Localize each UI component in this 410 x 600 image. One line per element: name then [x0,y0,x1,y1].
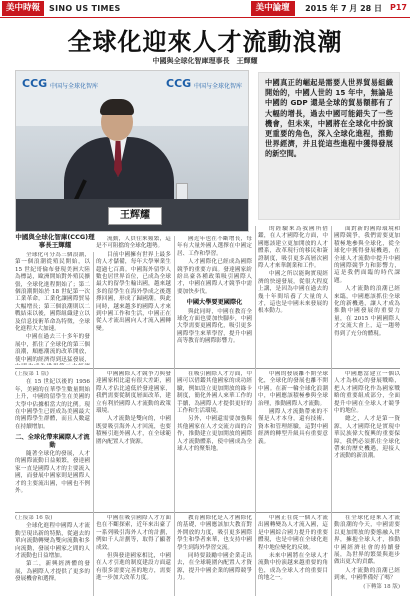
paragraph: 中國的發展離不開全球化，全球化的發展也離不開中國。在新一輪全球化浪潮中，中國應該積極參與全球治理，推動國際人才流動。 [258,371,328,407]
page-number: P17 [390,3,407,12]
paragraph: 人才流動的浪潮已經來臨，中國應該抓住全球化的新機遇，讓人才成為推動中國發展的重要力量，在 2015 中國國際人才交流大會上，這一趨勢得到了充分的體現。 [334,286,400,337]
column-rule [174,236,175,596]
masthead-english: SINO US TIMES [49,4,121,13]
section-divider [15,368,400,369]
paragraph: 人才流動是雙向的，中國既要吸引海外人才回流，也要積極引進外國人才，在全球範圍內配置人才資源。 [96,416,171,445]
paragraph: 國際人才流動帶來的不僅是人才本身，還有技術、資本和管理經驗，這對中國經濟的轉型升級具有重要意義。 [258,409,328,445]
column-4-middle [258,371,328,509]
column-5-top [334,226,400,365]
paragraph: 在 15 世紀以後的 1956 年，美國的在華學生數量開始上升，中國的留學生在美國的大學中佔據相當大的比例。現在中國學生已經成為美國最大的國際學生群體，而且人數還在持續增加。 [15,379,90,430]
paragraph: 在吸引國際人才方面，中國可以借鑑其他國家的成功經驗，例如設立更加開放的綠卡制度，簡化外國人來華工作的手續，為國際人才提供更好的工作和生活環境。 [177,371,252,415]
column-4-top [258,226,328,365]
paragraph: 人才國際化已經成為國際競爭的重要方面。發達國家紛紛出臺各種政策吸引國際人才，中國在國際人才競爭中需要加快步伐。 [177,259,252,295]
paragraph: 全球化進程中國際人才流動呈現出新的特點，從過去的單向流動轉變為雙向流動和多向流動，發展中國家之間的人才流動也日益增加。 [15,523,90,560]
column-1-middle [15,371,90,509]
paragraph: 中國在吸引國際人才方面也在不斷探索，近年來出臺了一系列吸引海外人才的計劃，例如千人計劃等，取得了顯著成效。 [96,515,171,551]
paragraph: 第二，新興經濟體的發展，為國際人才提供了更多的發展機會和選擇。 [15,561,90,583]
ccg-logo-text-right: CCG [166,77,192,90]
header-rule [0,17,410,18]
paragraph: 另外，中國還需要加強與其他國家在人才交流方面的合作，推動建立更加開放的國際人才流動體系，使中國成為全球人才的聚集地。 [177,416,252,453]
paragraph: 中國國際人才競爭力與發達國家相比還有很大差距，國際人才佔比遠低於發達國家，我們需要從制度層面改革，建立有利於國際人才流動的政策環境。 [96,371,171,415]
section-divider [15,512,400,513]
paragraph: 國近年也在不斷增長，每年有大量外國人選擇在中國定居、工作和學習。 [177,236,252,257]
pull-quote: 中國真正的崛起是需要人世界貿易組織開始的，中國人世的 15 年中，無論是中國的 GDP 還是全球的貿易額都有了大幅的增長，過去中國可能錯失了一些機會，但未來，中國將在全球化中扮演更重要的角色，深入全球化進程，推動世界經濟，并且從這些進程中獲得發展的新空間。 [258,72,400,220]
page-header [0,0,410,17]
speaker-hair [100,99,134,115]
column-2-bottom [96,515,171,595]
column-3-bottom [177,515,252,595]
paragraph: 隨著全球化的發展，人才的國際流動日益頻繁，發達國家一直是國際人才的主要流入國，而發展中國家則是國際人才的主要流出國，中國也不例外。 [15,451,90,495]
ccg-logo-text: CCG [22,77,48,90]
subheading: 二、全球化帶來國際人才流動 [15,434,90,449]
paragraph: 中國應當建立一個以人才為核心的發展戰略，把人才國際化作為國家戰略的重要組成部分，全面提升中國在全球人才競爭中的地位。 [334,371,400,415]
photo-caption: 中國與全球化智庫(CCG)理事長王輝耀 [15,233,95,250]
paragraph: 教育國際化是人才國際化的基礎，中國應該加大教育對外開放的力度，吸引更多國際學生和學者來華，也支持中國學生到海外學習交流。 [177,515,252,551]
paragraph: 與此同時，中國在教育全球化方面也要加快腳步，中國大學需要更國際化，吸引更多國際學生來華學習，提升中國高等教育的國際影響力。 [177,308,252,345]
paragraph: 未來中國將在全球人才流動中扮演越來越重要的角色，成為全球人才的重要目的地之一。 [258,553,328,582]
continuation-label: (上接第 1 版) [15,371,49,377]
name-card: 王辉耀 [108,207,162,225]
column-5-bottom [334,515,400,595]
column-4-bottom [258,515,328,595]
speaker-photo [15,70,249,232]
column-2-top [96,236,171,365]
paragraph: 中國之所以能夠實現經濟的快速發展，從很大程度上講，是因為中國在過去的幾十年間培養了大量的人才，這也是中國未來發展的根本動力。 [258,271,328,315]
paragraph: 面對新的國際環境和國際競爭，我們需要更加積極地參與全球化，從全球化中獲得發展機遇，在全球人才流動中提升中國的國際競爭力和影響力，這是我們面臨的時代課題。 [334,226,400,284]
issue-date: 2015 年 7 月 28 日 [305,4,382,13]
column-1-top [15,252,90,365]
ccg-subtitle: 中国与全球化智库 [50,83,99,90]
paragraph: 中國正在從一個人才流出國轉變為人才流入國，這是中國綜合國力提升的重要體現，也是中國在全球化進程中地位變化的反映。 [258,515,328,551]
paragraph: 總之，人才是第一資源，人才國際化是實現中華民族偉大復興的重要保障，我們必須抓住全球化帶來的歷史機遇，迎接人才流動的新浪潮。 [334,416,400,460]
masthead-logo[interactable]: 美中時報 [2,1,44,16]
continuation-label: (上接第 16 版) [15,515,53,521]
paragraph: 同時要鼓勵中國企業走出去，在全球範圍內配置人才資源，提升中國企業的國際競爭力。 [177,553,252,582]
paragraph: 中國在過去三十多年的發展中，抓住了全球化的第三個浪潮，順應潮流的改革開放，使中國的經濟得到迅猛發展， [15,334,90,363]
paragraph: 人才流動的浪潮已經到來，中國準備好了嗎？ [334,567,400,582]
article-byline: 中國與全球化智庫理事長 王輝耀 [152,57,258,65]
paragraph: 全球化可分為三個浪潮，第一個浪潮從殖民開始，以 15 世紀哥倫布發現美洲大陸為標誌，歐洲開始對外殖民擴張，全球化進程開始了；第二個浪潮開始於 18 世紀第一次工業革命，工業化讓國際貿易大幅增長；第三個浪潮則以二戰結束以後，國際組織建立以及信息技術革命為特徵，全球化進程大大加速。 [15,252,90,333]
paragraph: 流動，人員往來頻繁，這是不可阻擋的全球化趨勢。 [96,236,171,250]
paragraph: 的經驗來為我國所借鑑，在人才國際化方面，中國應該建立更加開放的人才體系，改革現行的移民和簽證制度，吸引更多高層次國際人才來華創業和工作。 [258,226,328,270]
column-2-middle [96,371,171,509]
column-rule [331,226,332,596]
column-3-top [177,236,252,365]
column-3-middle [177,371,252,509]
paragraph: 在全球化迎來人才流動浪潮的今天，中國需要以更加開放的姿態融入世界，擁抱全球人才，推動中國經濟社會的持續發展，為世界的繁榮與進步做出更大的貢獻。 [334,515,400,566]
column-rule [255,226,256,596]
column-1-bottom [15,515,90,595]
paragraph: 目前中國擁有世界上最多的人才儲備，每年大學畢業生超過七百萬。中國海外留學人數也居世界首位，已成為全球最大的留學生輸出國，越來越多的留學生在海外學成之後選擇回國，形成了歸國潮。與此同時，越來越多的國際人才來到中國工作和生活，中國正在從人才流出國向人才流入國轉變。 [96,251,171,332]
paragraph: 但與發達國家相比，中國在人才引進的制度建設方面還有很多需要完善的地方，需要進一步加大改革力度。 [96,553,171,582]
article-headline: 全球化迎來人才流動浪潮 [67,28,343,56]
subheading: 中國大學要更國際化 [186,299,243,307]
column-5-middle [334,371,400,509]
continued-label[interactable]: (下轉第 18 版) [363,583,400,590]
section-label[interactable]: 美中論壇 [251,1,295,16]
column-rule [93,252,94,596]
ccg-subtitle-right: 中国与全球化智库 [194,83,243,90]
